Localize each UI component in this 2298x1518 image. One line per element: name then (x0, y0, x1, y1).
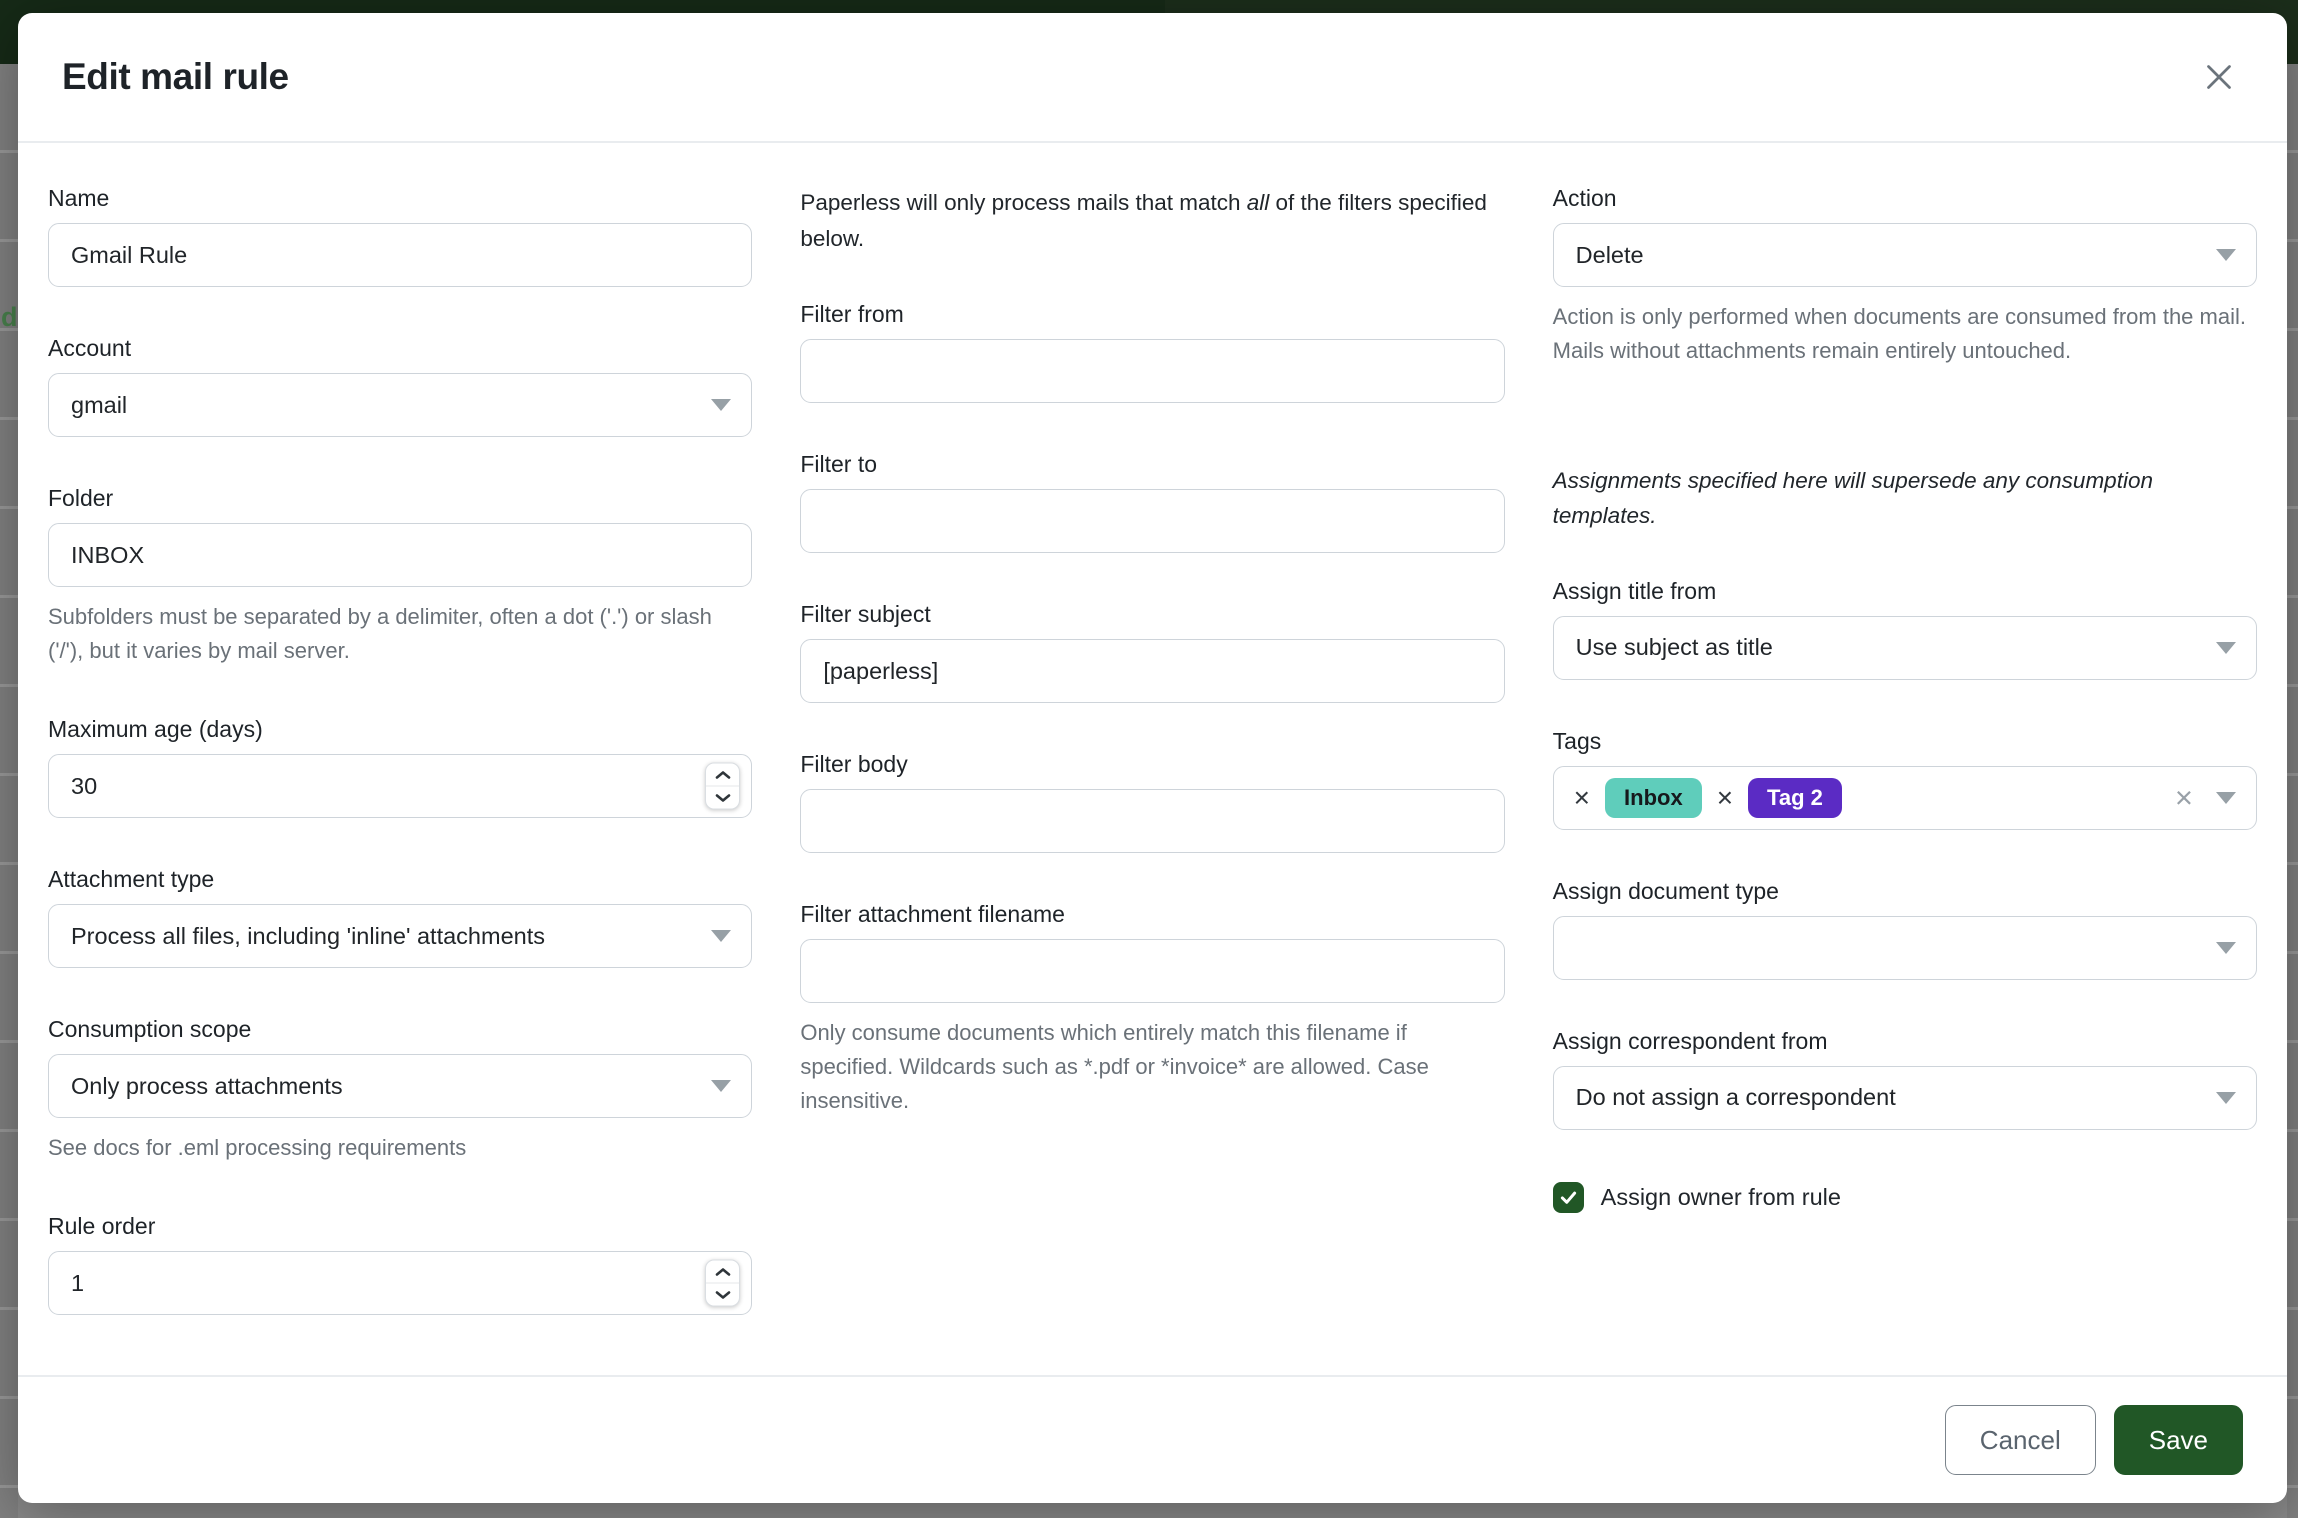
attachment-type-label: Attachment type (48, 866, 215, 893)
filter-from-input[interactable] (800, 339, 1504, 403)
clear-tags-icon[interactable]: × (2174, 780, 2193, 816)
account-label: Account (48, 335, 132, 361)
filter-to-input[interactable] (800, 489, 1504, 553)
consumption-scope-selected-value: Only process attachments (71, 1072, 343, 1099)
background-text-fragment: d (1, 302, 18, 332)
dialog-title: Edit mail rule (62, 56, 289, 97)
stepper-up-icon[interactable] (706, 1261, 739, 1284)
filter-subject-label: Filter subject (800, 601, 931, 627)
account-select[interactable] (48, 373, 752, 437)
action-help-text: Action is only performed when documents are consumed from the mail. Mails without attachments remain entirely untouched. (1552, 304, 2246, 364)
background-table-left-strip (0, 64, 18, 1518)
name-label: Name (48, 185, 110, 211)
dialog-header (18, 13, 2287, 143)
max-age-input[interactable] (48, 754, 752, 818)
consumption-scope-help-text: See docs for .eml processing requirements (48, 1135, 467, 1161)
folder-input[interactable] (48, 523, 752, 587)
action-selected-value: Delete (1575, 241, 1644, 268)
filter-attachment-filename-help-text: Only consume documents which entirely match this filename if specified. Wildcards such as *.pdf or *invoice* are allowed. Case insensitive. (800, 1020, 1429, 1114)
column-actions (1553, 185, 2257, 1363)
stepper-down-icon[interactable] (706, 787, 739, 809)
tag-chip-tag2[interactable]: Tag 2 (1748, 778, 1842, 818)
column-general (48, 185, 752, 1363)
background-table-right-strip (2287, 64, 2298, 1518)
tags-select[interactable] (1553, 766, 2257, 830)
chevron-down-icon (711, 930, 731, 942)
filter-body-label: Filter body (800, 751, 908, 777)
filter-attachment-filename-label: Filter attachment filename (800, 901, 1065, 927)
cancel-button[interactable]: Cancel (1945, 1405, 2096, 1475)
dialog-footer (18, 1375, 2287, 1503)
remove-tag-icon[interactable]: × (1716, 781, 1734, 813)
stepper-down-icon[interactable] (706, 1284, 739, 1306)
assign-owner-checkbox[interactable] (1553, 1182, 1584, 1213)
consumption-scope-select[interactable] (48, 1054, 752, 1118)
assign-document-type-label: Assign document type (1552, 877, 1779, 904)
assign-correspondent-from-select[interactable] (1553, 1066, 2257, 1130)
chevron-down-icon (2216, 942, 2236, 954)
assign-owner-checkbox-row[interactable] (1553, 1182, 2257, 1213)
chevron-down-icon (2216, 249, 2236, 261)
action-select[interactable] (1553, 223, 2257, 287)
attachment-type-selected-value: Process all files, including 'inline' attachments (71, 922, 545, 949)
save-button[interactable]: Save (2114, 1405, 2243, 1475)
edit-mail-rule-dialog (18, 13, 2287, 1503)
filter-from-label: Filter from (800, 301, 904, 327)
tags-label: Tags (1552, 727, 1602, 754)
rule-order-input[interactable] (48, 1251, 752, 1315)
filter-to-label: Filter to (800, 451, 878, 477)
account-selected-value: gmail (71, 391, 128, 418)
dialog-body (18, 143, 2287, 1375)
filter-attachment-filename-input[interactable] (800, 939, 1504, 1003)
rule-order-label: Rule order (48, 1213, 156, 1240)
close-icon (2201, 59, 2237, 95)
max-age-label: Maximum age (days) (48, 716, 263, 743)
assign-owner-label: Assign owner from rule (1600, 1183, 1841, 1210)
checkmark-icon (1558, 1187, 1579, 1208)
assignments-note: Assignments specified here will supersede any consumption templates. (1552, 468, 2153, 529)
chevron-down-icon (711, 399, 731, 411)
folder-help-text: Subfolders must be separated by a delimiter, often a dot ('.') or slash ('/'), but it varies by mail server. (48, 604, 712, 664)
remove-tag-icon[interactable]: × (1573, 781, 1591, 813)
stepper-up-icon[interactable] (706, 764, 739, 787)
assign-document-type-select[interactable] (1553, 916, 2257, 980)
assign-title-from-label: Assign title from (1552, 577, 1717, 604)
assign-title-from-select[interactable] (1553, 616, 2257, 680)
assign-title-from-selected-value: Use subject as title (1575, 634, 1773, 661)
filters-intro-emphasis: all (1246, 190, 1270, 215)
assign-correspondent-from-label: Assign correspondent from (1552, 1027, 1828, 1054)
filter-subject-input[interactable] (800, 639, 1504, 703)
close-button[interactable] (2195, 53, 2243, 101)
tag-chip-inbox[interactable]: Inbox (1605, 778, 1702, 818)
consumption-scope-label: Consumption scope (48, 1016, 252, 1043)
filter-body-input[interactable] (800, 789, 1504, 853)
folder-label: Folder (48, 485, 114, 511)
assign-correspondent-from-selected-value: Do not assign a correspondent (1575, 1084, 1896, 1111)
chevron-down-icon (2216, 642, 2236, 654)
action-label: Action (1552, 185, 1617, 211)
name-input[interactable] (48, 223, 752, 287)
chevron-down-icon (711, 1080, 731, 1092)
column-filters (800, 185, 1504, 1363)
chevron-down-icon (2216, 1092, 2236, 1104)
filters-intro-text: Paperless will only process mails that match all of the filters specified below. (800, 190, 1487, 251)
attachment-type-select[interactable] (48, 904, 752, 968)
rule-order-stepper[interactable] (705, 1260, 740, 1307)
chevron-down-icon (2216, 792, 2236, 804)
max-age-stepper[interactable] (705, 763, 740, 810)
